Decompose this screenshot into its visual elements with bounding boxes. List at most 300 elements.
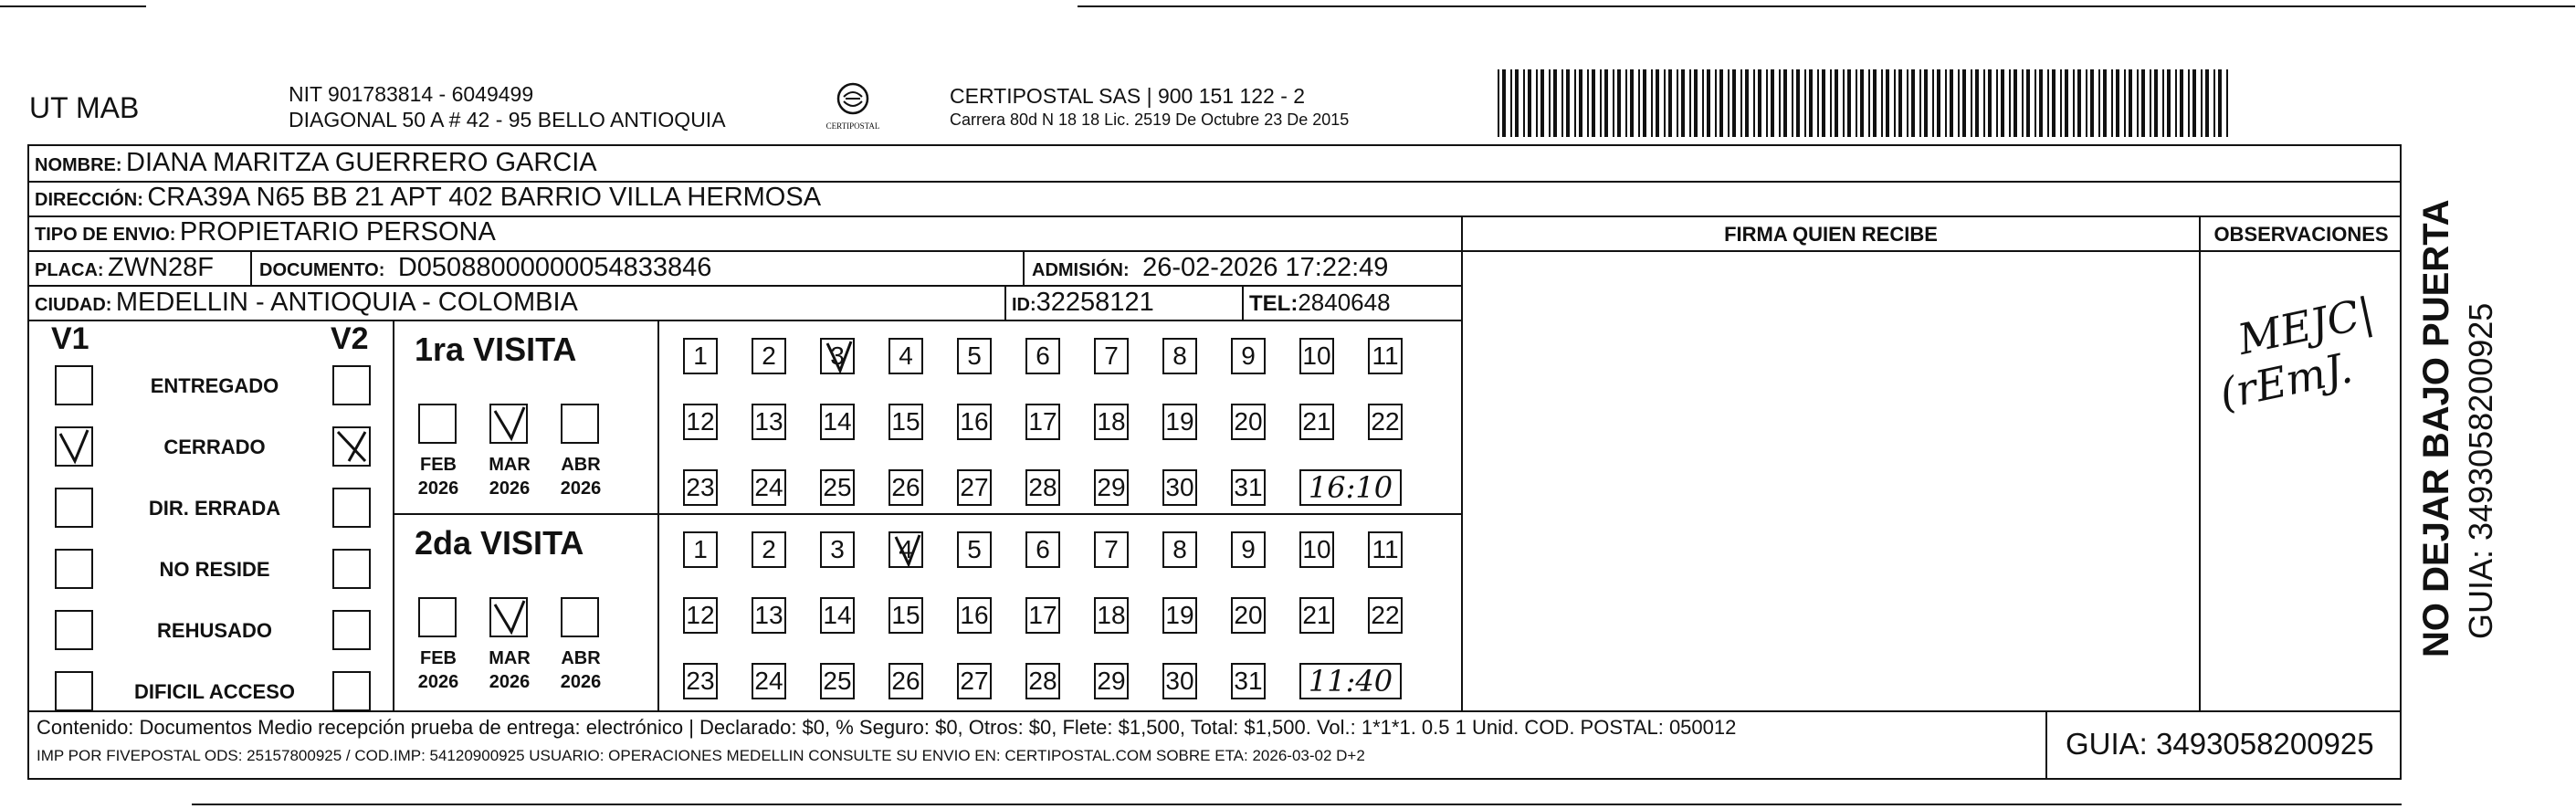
- barcode-bar: [1919, 69, 1921, 137]
- day-cell[interactable]: [820, 338, 855, 374]
- day-number: 16: [960, 601, 989, 629]
- day-number: 1: [693, 535, 708, 563]
- direccion-row: [35, 183, 821, 213]
- month-checkbox[interactable]: [418, 597, 457, 637]
- barcode-bar: [2180, 69, 2183, 137]
- barcode-bar: [1971, 69, 1972, 137]
- firma-header: FIRMA QUIEN RECIBE: [1724, 223, 1938, 246]
- barcode-bar: [1638, 69, 1640, 137]
- id-cell: [1012, 288, 1154, 318]
- barcode: [1498, 69, 2228, 137]
- day-cell[interactable]: [1299, 338, 1334, 374]
- barcode-bar: [1668, 69, 1672, 137]
- barcode-bar: [1932, 69, 1934, 137]
- day-cell[interactable]: [1299, 531, 1334, 568]
- time-cell[interactable]: [1299, 469, 1402, 506]
- barcode-bar: [2035, 69, 2036, 137]
- day-cell[interactable]: [1231, 469, 1266, 506]
- barcode-bar: [1510, 69, 1512, 137]
- day-number: 10: [1302, 341, 1331, 370]
- day-number: 6: [1036, 341, 1050, 370]
- barcode-bar: [1817, 69, 1819, 137]
- month-checkbox[interactable]: [418, 404, 457, 444]
- barcode-bar: [1873, 69, 1877, 137]
- logo-text: CERTIPOSTAL: [825, 121, 880, 131]
- barcode-bar: [2150, 69, 2151, 137]
- bottom-rule: [192, 804, 2402, 805]
- barcode-bar: [2141, 69, 2145, 137]
- day-number: 22: [1371, 601, 1400, 629]
- barcode-bar: [1983, 69, 1985, 137]
- day-cell[interactable]: [1025, 531, 1060, 568]
- barcode-bar: [1681, 69, 1685, 137]
- day-cell[interactable]: [888, 663, 923, 699]
- day-number: 12: [686, 601, 715, 629]
- v2-checkbox[interactable]: [332, 426, 371, 467]
- v1-checkbox[interactable]: [55, 671, 93, 711]
- tipo-value: PROPIETARIO PERSONA: [179, 217, 496, 247]
- barcode-bar: [2162, 69, 2164, 137]
- day-number: 12: [686, 407, 715, 436]
- day-number: 28: [1028, 667, 1057, 695]
- day-number: 2: [762, 341, 776, 370]
- visit-col-divider: [657, 320, 659, 710]
- v1-checkbox[interactable]: [55, 549, 93, 589]
- cell-divider: [1004, 285, 1006, 320]
- barcode-bar: [2111, 69, 2113, 137]
- barcode-bar: [1996, 69, 1998, 137]
- day-cell[interactable]: [1231, 404, 1266, 440]
- cell-divider: [1023, 250, 1025, 285]
- col-divider: [393, 320, 394, 710]
- visit-time: 11:40: [1308, 664, 1393, 699]
- day-cell[interactable]: [683, 663, 718, 699]
- barcode-bar: [1651, 69, 1653, 137]
- day-cell[interactable]: [1299, 404, 1334, 440]
- barcode-bar: [1804, 69, 1806, 137]
- barcode-bar: [1613, 69, 1614, 137]
- visit-divider: [394, 513, 1461, 515]
- carrier-license: Carrera 80d N 18 18 Lic. 2519 De Octubre 23 De 2015: [950, 110, 1350, 129]
- day-cell[interactable]: [820, 469, 855, 506]
- barcode-bar: [1779, 69, 1781, 137]
- sender-address: DIAGONAL 50 A # 42 - 95 BELLO ANTIOQUIA: [289, 108, 726, 131]
- v1-checkbox[interactable]: [55, 365, 93, 405]
- day-cell[interactable]: [1162, 597, 1197, 634]
- day-cell[interactable]: [1094, 531, 1129, 568]
- barcode-bar: [1600, 69, 1602, 137]
- month-label: FEB 2026: [417, 648, 459, 692]
- day-number: 8: [1172, 341, 1187, 370]
- barcode-bar: [1574, 69, 1576, 137]
- barcode-bar: [1898, 69, 1902, 137]
- barcode-bar: [2022, 69, 2024, 137]
- footer-line2: IMP POR FIVEPOSTAL ODS: 25157800925 / COD.IMP: 54120900925 USUARIO: OPERACIONES MEDELLIN CONSULTE SU ENVIO EN: CERTIPOSTAL.COM SOBRE ETA: 2026-03-02 D+2: [37, 747, 1365, 764]
- day-number: 27: [960, 667, 989, 695]
- barcode-bar: [1937, 69, 1940, 137]
- footer-line1: Contenido: Documentos Medio recepción prueba de entrega: electrónico | Declarado: $0, % Seguro: $0, Otros: $0, Flete: $1,500, Total: $1,500. Vol.: 1*1*1. 0.5 1 Unid. COD. POSTAL: 050012: [37, 716, 1737, 739]
- day-cell[interactable]: [957, 531, 992, 568]
- day-cell[interactable]: [957, 597, 992, 634]
- barcode-bar: [1907, 69, 1908, 137]
- day-cell[interactable]: [752, 597, 786, 634]
- cell-divider: [1242, 285, 1244, 320]
- barcode-bar: [2077, 69, 2081, 137]
- day-cell[interactable]: [957, 338, 992, 374]
- observaciones-handwriting-2: (rEmJ.: [2214, 342, 2357, 419]
- barcode-bar: [2026, 69, 2030, 137]
- barcode-bar: [1656, 69, 1659, 137]
- day-cell[interactable]: [1094, 469, 1129, 506]
- certipostal-logo: [820, 80, 886, 131]
- documento-label: DOCUMENTO:: [259, 260, 385, 280]
- day-cell[interactable]: [1025, 663, 1060, 699]
- barcode-bar: [1664, 69, 1666, 137]
- direccion-value: CRA39A N65 BB 21 APT 402 BARRIO VILLA HERMOSA: [147, 183, 822, 212]
- day-cell[interactable]: [683, 404, 718, 440]
- day-cell[interactable]: [683, 338, 718, 374]
- ciudad-label: CIUDAD:: [35, 295, 112, 315]
- day-cell[interactable]: [1025, 469, 1060, 506]
- barcode-bar: [2188, 69, 2190, 137]
- day-number: 21: [1302, 601, 1331, 629]
- barcode-bar: [1677, 69, 1678, 137]
- placa-value: ZWN28F: [108, 253, 214, 282]
- day-number: 11: [1372, 535, 1399, 563]
- day-number: 3: [830, 535, 845, 563]
- v2-checkbox[interactable]: [332, 488, 371, 528]
- day-cell[interactable]: [1094, 597, 1129, 634]
- barcode-bar: [1758, 69, 1761, 137]
- barcode-bar: [2167, 69, 2171, 137]
- barcode-bar: [2226, 69, 2228, 137]
- barcode-bar: [1822, 69, 1825, 137]
- day-number: 31: [1234, 667, 1263, 695]
- day-number: 18: [1097, 407, 1126, 436]
- day-number: 4: [899, 535, 913, 563]
- barcode-bar: [1566, 69, 1570, 137]
- barcode-bar: [2052, 69, 2056, 137]
- observaciones-header: OBSERVACIONES: [2213, 223, 2389, 246]
- barcode-bar: [1707, 69, 1710, 137]
- barcode-bar: [1843, 69, 1845, 137]
- day-cell[interactable]: [888, 469, 923, 506]
- day-number: 30: [1165, 473, 1194, 501]
- id-value: 32258121: [1036, 288, 1154, 317]
- barcode-bar: [1796, 69, 1800, 137]
- row-rule: [27, 250, 2402, 252]
- day-number: 22: [1371, 407, 1400, 436]
- barcode-bar: [2205, 69, 2209, 137]
- day-cell[interactable]: [1162, 469, 1197, 506]
- day-number: 9: [1241, 535, 1256, 563]
- day-cell[interactable]: [1025, 597, 1060, 634]
- barcode-bar: [1694, 69, 1698, 137]
- day-number: 19: [1165, 407, 1194, 436]
- day-cell[interactable]: [1368, 404, 1403, 440]
- day-number: 26: [891, 667, 920, 695]
- sender-name: UT MAB: [29, 91, 140, 124]
- day-number: 14: [823, 601, 852, 629]
- day-number: 28: [1028, 473, 1057, 501]
- barcode-bar: [2039, 69, 2043, 137]
- status-label: CERRADO: [163, 436, 266, 458]
- v1-checkbox[interactable]: [55, 488, 93, 528]
- barcode-bar: [1732, 69, 1736, 137]
- day-cell[interactable]: [752, 404, 786, 440]
- day-number: 4: [899, 341, 913, 370]
- barcode-bar: [1958, 69, 1960, 137]
- month-checkbox[interactable]: [561, 404, 599, 444]
- barcode-bar: [2218, 69, 2222, 137]
- ciudad-value: MEDELLIN - ANTIOQUIA - COLOMBIA: [115, 288, 578, 317]
- day-number: 24: [754, 667, 783, 695]
- tipo-label: TIPO DE ENVIO:: [35, 225, 176, 245]
- v1-label: V1: [51, 321, 89, 356]
- day-cell[interactable]: [683, 531, 718, 568]
- v2-checkbox[interactable]: [332, 671, 371, 711]
- barcode-bar: [1856, 69, 1857, 137]
- nombre-row: [35, 148, 597, 178]
- day-cell[interactable]: [820, 663, 855, 699]
- barcode-bar: [1549, 69, 1551, 137]
- time-cell[interactable]: [1299, 663, 1402, 699]
- barcode-bar: [1745, 69, 1749, 137]
- nombre-label: NOMBRE:: [35, 155, 122, 175]
- day-number: 21: [1302, 407, 1331, 436]
- sender-nit: NIT 901783814 - 6049499: [289, 82, 534, 106]
- barcode-bar: [1728, 69, 1730, 137]
- day-cell[interactable]: [1231, 597, 1266, 634]
- barcode-bar: [2098, 69, 2100, 137]
- barcode-bar: [1847, 69, 1851, 137]
- day-cell[interactable]: [1368, 597, 1403, 634]
- day-number: 13: [754, 407, 783, 436]
- day-number: 29: [1097, 473, 1126, 501]
- day-number: 18: [1097, 601, 1126, 629]
- day-number: 20: [1234, 407, 1263, 436]
- day-cell[interactable]: [957, 663, 992, 699]
- barcode-bar: [1587, 69, 1589, 137]
- month-label: MAR 2026: [489, 648, 531, 692]
- status-label: ENTREGADO: [150, 374, 279, 397]
- admision-cell: [1032, 253, 1388, 283]
- barcode-bar: [1561, 69, 1563, 137]
- day-cell[interactable]: [957, 469, 992, 506]
- barcode-bar: [2124, 69, 2126, 137]
- day-cell[interactable]: [752, 469, 786, 506]
- top-rule: [1078, 5, 2575, 7]
- day-number: 23: [686, 473, 715, 501]
- barcode-bar: [1835, 69, 1838, 137]
- day-cell[interactable]: [957, 404, 992, 440]
- barcode-bar: [1792, 69, 1793, 137]
- barcode-bar: [1604, 69, 1608, 137]
- day-number: 5: [967, 341, 982, 370]
- day-cell[interactable]: [1162, 404, 1197, 440]
- v2-checkbox[interactable]: [332, 549, 371, 589]
- visit-time: 16:10: [1308, 470, 1393, 505]
- barcode-bar: [1911, 69, 1915, 137]
- day-cell[interactable]: [888, 404, 923, 440]
- barcode-bar: [1886, 69, 1889, 137]
- direccion-label: DIRECCIÓN:: [35, 190, 143, 210]
- day-number: 5: [967, 535, 982, 563]
- day-number: 13: [754, 601, 783, 629]
- day-number: 26: [891, 473, 920, 501]
- barcode-bar: [1894, 69, 1896, 137]
- barcode-bar: [1766, 69, 1768, 137]
- barcode-bar: [2201, 69, 2203, 137]
- day-number: 11: [1372, 341, 1399, 370]
- barcode-bar: [1592, 69, 1595, 137]
- barcode-bar: [2073, 69, 2075, 137]
- month-label: ABR 2026: [560, 648, 602, 692]
- barcode-bar: [1643, 69, 1646, 137]
- day-cell[interactable]: [1368, 531, 1403, 568]
- tipo-row: [35, 217, 496, 247]
- day-number: 15: [891, 407, 920, 436]
- barcode-bar: [2137, 69, 2139, 137]
- observaciones-handwriting-1: MEJC|: [2234, 288, 2378, 364]
- barcode-bar: [1771, 69, 1774, 137]
- day-number: 3: [830, 341, 845, 370]
- top-rule: [0, 5, 146, 7]
- barcode-bar: [1945, 69, 1947, 137]
- ciudad-cell: [35, 288, 578, 318]
- day-cell[interactable]: [752, 338, 786, 374]
- barcode-bar: [1689, 69, 1691, 137]
- day-cell[interactable]: [683, 469, 718, 506]
- barcode-bar: [2116, 69, 2119, 137]
- day-cell[interactable]: [820, 597, 855, 634]
- day-cell[interactable]: [888, 531, 923, 568]
- day-number: 7: [1104, 341, 1119, 370]
- barcode-bar: [1498, 69, 1499, 137]
- v2-checkbox[interactable]: [332, 365, 371, 405]
- day-cell[interactable]: [888, 597, 923, 634]
- month-label: MAR 2026: [489, 455, 531, 499]
- barcode-bar: [1988, 69, 1992, 137]
- barcode-bar: [1617, 69, 1621, 137]
- barcode-bar: [1553, 69, 1557, 137]
- day-number: 24: [754, 473, 783, 501]
- day-cell[interactable]: [1231, 663, 1266, 699]
- barcode-bar: [2009, 69, 2011, 137]
- day-cell[interactable]: [1368, 338, 1403, 374]
- barcode-bar: [1962, 69, 1966, 137]
- barcode-bar: [1579, 69, 1582, 137]
- documento-value: D05088000000054833846: [397, 253, 712, 282]
- visita1-title: 1ra VISITA: [415, 331, 577, 368]
- day-cell[interactable]: [1094, 404, 1129, 440]
- barcode-bar: [2001, 69, 2004, 137]
- v2-checkbox[interactable]: [332, 610, 371, 650]
- day-cell[interactable]: [752, 663, 786, 699]
- day-number: 29: [1097, 667, 1126, 695]
- barcode-bar: [2065, 69, 2068, 137]
- day-cell[interactable]: [820, 404, 855, 440]
- status-label: DIFICIL ACCESO: [133, 680, 295, 703]
- barcode-bar: [1783, 69, 1787, 137]
- barcode-bar: [2060, 69, 2062, 137]
- day-number: 6: [1036, 535, 1050, 563]
- day-number: 9: [1241, 341, 1256, 370]
- carrier-name: CERTIPOSTAL SAS | 900 151 122 - 2: [950, 84, 1306, 108]
- barcode-bar: [2129, 69, 2132, 137]
- row-rule: [27, 285, 1461, 287]
- barcode-bar: [1868, 69, 1870, 137]
- v1-checkbox[interactable]: [55, 426, 93, 467]
- day-cell[interactable]: [1162, 338, 1197, 374]
- day-cell[interactable]: [1025, 404, 1060, 440]
- barcode-bar: [1740, 69, 1742, 137]
- day-cell[interactable]: [820, 531, 855, 568]
- day-cell[interactable]: [1094, 663, 1129, 699]
- barcode-bar: [1975, 69, 1979, 137]
- day-cell[interactable]: [1025, 338, 1060, 374]
- day-number: 25: [823, 667, 852, 695]
- day-number: 17: [1028, 407, 1057, 436]
- id-label: ID:: [1012, 295, 1036, 315]
- visita2-title: 2da VISITA: [415, 524, 584, 562]
- barcode-bar: [1540, 69, 1544, 137]
- day-cell[interactable]: [683, 597, 718, 634]
- day-cell[interactable]: [1299, 597, 1334, 634]
- tel-cell: [1249, 289, 1391, 317]
- day-number: 19: [1165, 601, 1194, 629]
- barcode-bar: [2103, 69, 2107, 137]
- barcode-bar: [1924, 69, 1928, 137]
- barcode-bar: [1715, 69, 1717, 137]
- month-checkbox[interactable]: [489, 597, 528, 637]
- status-label: REHUSADO: [157, 619, 272, 642]
- barcode-bar: [1830, 69, 1832, 137]
- day-cell[interactable]: [888, 338, 923, 374]
- barcode-bar: [2086, 69, 2087, 137]
- barcode-bar: [2047, 69, 2049, 137]
- side-warning: NO DEJAR BAJO PUERTA: [2416, 199, 2456, 657]
- month-label: ABR 2026: [560, 455, 602, 499]
- day-number: 15: [891, 601, 920, 629]
- day-cell[interactable]: [1162, 531, 1197, 568]
- barcode-bar: [2175, 69, 2177, 137]
- day-cell[interactable]: [752, 531, 786, 568]
- day-number: 14: [823, 407, 852, 436]
- cell-divider: [250, 250, 252, 285]
- day-cell[interactable]: [1231, 338, 1266, 374]
- nombre-value: DIANA MARITZA GUERRERO GARCIA: [126, 148, 597, 177]
- admision-label: ADMISIÓN:: [1032, 260, 1130, 280]
- month-checkbox[interactable]: [489, 404, 528, 444]
- barcode-bar: [1515, 69, 1519, 137]
- row-rule: [27, 320, 1461, 321]
- barcode-bar: [2013, 69, 2017, 137]
- v2-label: V2: [331, 321, 369, 356]
- day-number: 7: [1104, 535, 1119, 563]
- placa-cell: [35, 253, 214, 283]
- day-cell[interactable]: [1162, 663, 1197, 699]
- v1-checkbox[interactable]: [55, 610, 93, 650]
- status-label: DIR. ERRADA: [148, 497, 281, 520]
- day-number: 10: [1302, 535, 1331, 563]
- day-number: 23: [686, 667, 715, 695]
- day-cell[interactable]: [1231, 531, 1266, 568]
- barcode-bar: [1753, 69, 1755, 137]
- month-checkbox[interactable]: [561, 597, 599, 637]
- day-number: 16: [960, 407, 989, 436]
- day-cell[interactable]: [1094, 338, 1129, 374]
